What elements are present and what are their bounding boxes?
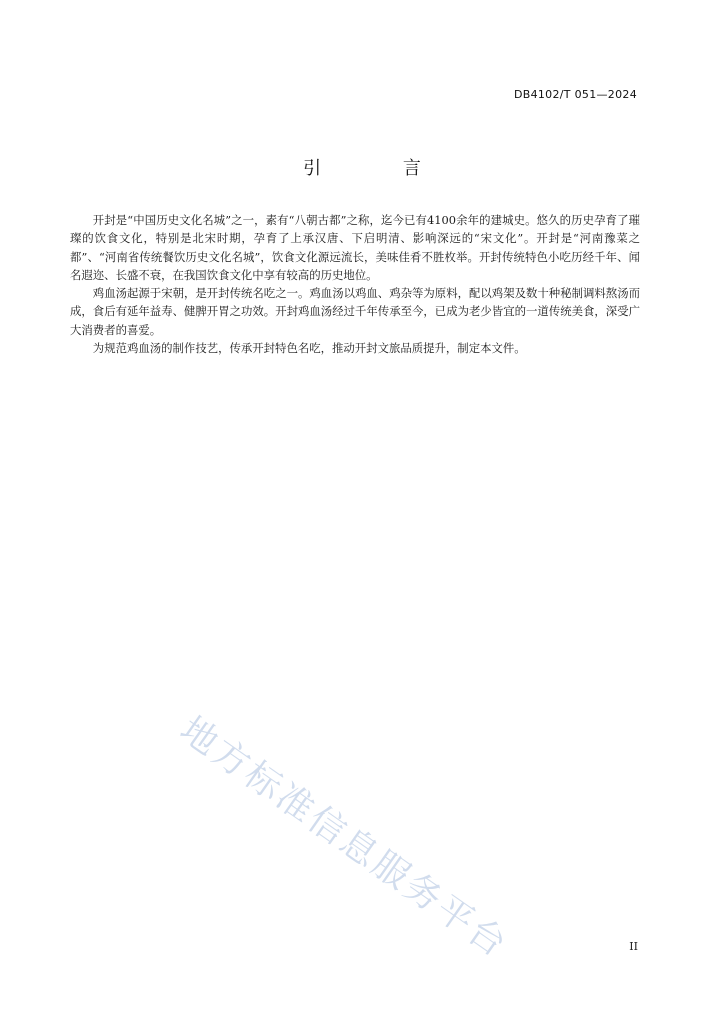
- document-body: [70, 211, 640, 357]
- standard-code: DB4102/T 051—2024: [513, 88, 637, 101]
- paragraph-origin: 鸡血汤起源于宋朝，是开封传统名吃之一。鸡血汤以鸡血、鸡杂等为原料，配以鸡架及数十种秘制调料熬汤而成，食后有延年益寿、健脾开胃之功效。开封鸡血汤经过千年传承至今，已成为老少皆宜的一道传统美食，深受广大消费者的喜爱。: [70, 286, 640, 337]
- watermark-text: 地方标准信息服务平台: [172, 709, 516, 967]
- section-title: 引 言: [303, 158, 459, 179]
- paragraph-intro: 开封是“中国历史文化名城”之一，素有“八朝古都”之称，迄今已有4100余年的建城史。悠久的历史孕育了璀璨的饮食文化，特别是北宋时期，孕育了上承汉唐、下启明清、影响深远的“宋文化”。开封是“河南豫菜之都”、“河南省传统餐饮历史文化名城”，饮食文化源远流长，美味佳肴不胜枚举。开封传统特色小吃历经千年、闻名遐迩、长盛不衰，在我国饮食文化中享有较高的历史地位。: [70, 213, 640, 282]
- page-number: II: [629, 940, 638, 953]
- paragraph-purpose: 为规范鸡血汤的制作技艺，传承开封特色名吃，推动开封文旅品质提升，制定本文件。: [92, 341, 526, 356]
